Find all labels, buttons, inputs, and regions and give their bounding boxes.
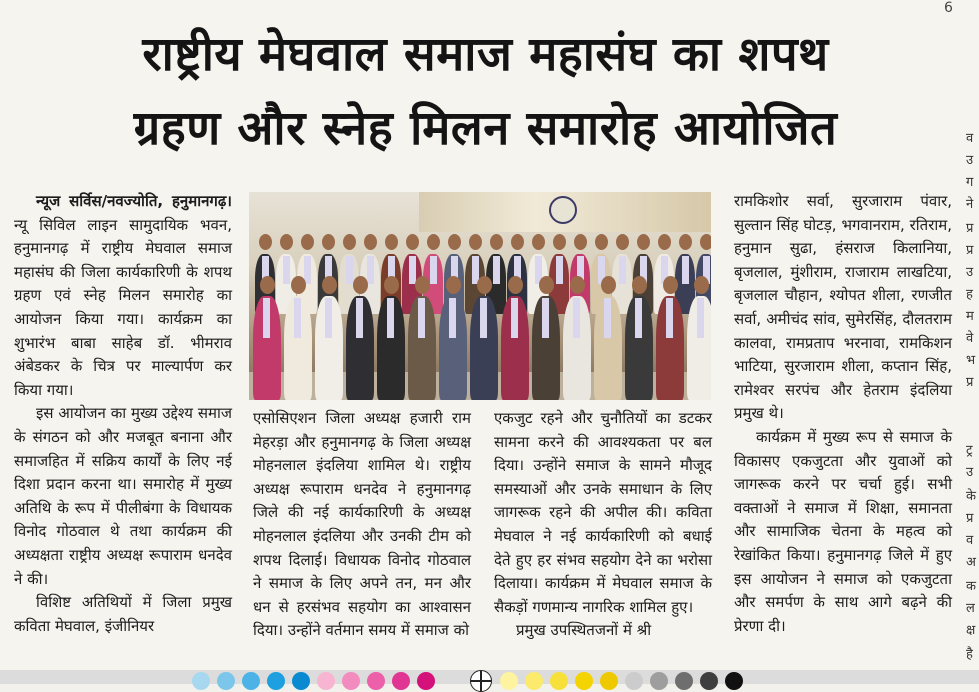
stole [283, 256, 290, 284]
person-head [353, 276, 368, 294]
color-mark [550, 672, 568, 690]
person-head [343, 234, 356, 250]
edge-text-fragment: ल [966, 601, 975, 616]
person-head [700, 234, 711, 250]
color-mark [367, 672, 385, 690]
color-mark [650, 672, 668, 690]
person-head [632, 276, 647, 294]
paragraph: प्रमुख उपस्थितजनों में श्री [516, 621, 652, 640]
person-head [477, 276, 492, 294]
person-head [322, 276, 337, 294]
person-head [532, 234, 545, 250]
person-head [539, 276, 554, 294]
stole [449, 298, 456, 338]
person-head [508, 276, 523, 294]
article-column-1 [14, 190, 232, 638]
stole [573, 298, 580, 338]
person-head [291, 276, 306, 294]
edge-text-fragment: ट्र [966, 443, 973, 458]
edge-text-fragment: क [966, 579, 976, 594]
person-head [415, 276, 430, 294]
person-head [364, 234, 377, 250]
paragraph: एसोसिएशन जिला अध्यक्ष हजारी राम मेहरड़ा और हनुमानगढ़ के जिला अध्यक्ष मोहनलाल इंदलिया शामिल थे। राष्ट्रीय अध्यक्ष रूपाराम धनदेव ने हनुमानगढ़ जिले की नई कार्यकारिणी के अध्यक्ष मोहनलाल इंदलिया और उनकी टीम को शपथ दिलाई। विधायक विनोद गोठवाल ने समाज के लिए अपने तन, मन और धन से हरसंभव सहयोग का आश्वासन दिया। उन्होंने वर्तमान समय में समाज को [253, 409, 471, 640]
edge-text-fragment: प्र [966, 243, 974, 258]
stole [697, 298, 704, 338]
color-mark [575, 672, 593, 690]
edge-text-fragment: उ [966, 265, 974, 280]
person-head [301, 234, 314, 250]
page-number-fragment: 6 [944, 0, 953, 16]
byline: न्यूज सर्विस/नवज्योति, हनुमानगढ़। [36, 192, 232, 210]
article-column-4 [734, 190, 952, 638]
headline-line-1: राष्ट्रीय मेघवाल समाज महासंघ का शपथ [142, 27, 829, 82]
person-head [616, 234, 629, 250]
stole [666, 298, 673, 338]
color-mark [525, 672, 543, 690]
paragraph: न्यू सिविल लाइन सामुदायिक भवन, हनुमानगढ़ में राष्ट्रीय मेघवाल समाज महासंघ की जिला कार्यकारिणी के शपथ ग्रहण एवं स्नेह मिलन समारोह का आयोजन किया गया। कार्यक्रम का शुभारंभ बाबा साहेब डॉ. भीमराव अंबेडकर के चित्र पर माल्यार्पण कर किया गया। [14, 215, 232, 399]
color-mark [625, 672, 643, 690]
color-mark [342, 672, 360, 690]
color-mark [242, 672, 260, 690]
color-mark [392, 672, 410, 690]
stole [542, 298, 549, 338]
person-head [446, 276, 461, 294]
person-head [448, 234, 461, 250]
stole [430, 256, 437, 284]
edge-text-fragment: प्र [966, 511, 974, 526]
edge-text-fragment: व [966, 533, 974, 548]
stole [356, 298, 363, 338]
edge-text-fragment: उ [966, 153, 974, 168]
edge-text-fragment: भ [966, 353, 976, 368]
registration-crosshair-icon [470, 670, 492, 692]
person-head [663, 276, 678, 294]
edge-text-fragment: म [966, 309, 974, 324]
color-mark [417, 672, 435, 690]
person-head [679, 234, 692, 250]
paragraph: रामकिशोर सर्वा, सुरजाराम पंवार, सुल्तान सिंह घोटड़, भगवानराम, रतिराम, हनुमान सुढा, हंसराज किलानिया, बृजलाल, मुंशीराम, राजाराम लाखटिया, बृजलाल चौहान, श्योपत शीला, रणजीत सर्वा, अमीचंद सांव, सुमेरसिंह, दौलतराम कालवा, रामप्रताप भरनावा, रामकिशन भाटिया, सुरजाराम शीला, कप्तान सिंह, रामेश्वर सरपंच और हेतराम इंदलिया प्रमुख थे। [734, 192, 952, 423]
adjacent-column-edge [958, 0, 979, 684]
person-head [637, 234, 650, 250]
person-head [601, 276, 616, 294]
emblem-icon [549, 196, 577, 224]
edge-text-fragment: व [966, 131, 974, 146]
event-group-photo [249, 192, 711, 400]
stole [682, 256, 689, 284]
stole [325, 298, 332, 338]
person-head [595, 234, 608, 250]
edge-text-fragment: ह [966, 287, 973, 302]
color-mark [192, 672, 210, 690]
stole [294, 298, 301, 338]
person-head [658, 234, 671, 250]
stole [511, 298, 518, 338]
person-head [570, 276, 585, 294]
color-mark [500, 672, 518, 690]
color-mark [292, 672, 310, 690]
edge-text-fragment: प्र [966, 375, 974, 390]
edge-text-fragment: है [966, 647, 973, 662]
person-head [385, 234, 398, 250]
edge-text-fragment: क्ष [966, 623, 976, 638]
edge-text-fragment: ग [966, 175, 974, 190]
edge-text-fragment: प्र [966, 221, 974, 236]
article-column-2 [253, 407, 471, 643]
stole [367, 256, 374, 284]
person-head [427, 234, 440, 250]
stole [480, 298, 487, 338]
stole [493, 256, 500, 284]
stole [556, 256, 563, 284]
headline-line-2: ग्रहण और स्नेह मिलन समारोह आयोजित [133, 101, 838, 156]
edge-text-fragment: अ [966, 555, 976, 570]
color-mark [700, 672, 718, 690]
person-head [469, 234, 482, 250]
color-mark [267, 672, 285, 690]
person-head [574, 234, 587, 250]
color-mark [675, 672, 693, 690]
color-mark [217, 672, 235, 690]
edge-text-fragment: के [966, 489, 976, 504]
person-head [280, 234, 293, 250]
person-head [490, 234, 503, 250]
person-head [511, 234, 524, 250]
edge-text-fragment: वे [966, 331, 974, 346]
stole [263, 298, 270, 338]
color-mark [600, 672, 618, 690]
person-head [260, 276, 275, 294]
person-head [322, 234, 335, 250]
person-head [694, 276, 709, 294]
edge-text-fragment: ने [966, 197, 974, 212]
paragraph: विशिष्ट अतिथियों में जिला प्रमुख कविता मेघवाल, इंजीनियर [14, 593, 232, 635]
stole [635, 298, 642, 338]
stole [387, 298, 394, 338]
paragraph: एकजुट रहने और चुनौतियों का डटकर सामना करने की आवश्यकता पर बल दिया। उन्होंने समाज के सामने मौजूद समस्याओं और उनके समाधान के लिए जागरूक रहने की अपील की। कविता मेघवाल ने नई कार्यकारिणी को बधाई देते हुए हर संभव सहयोग देने का भरोसा दिलाया। कार्यक्रम में मेघवाल समाज के सैकड़ों गणमान्य नागरिक शामिल हुए। [494, 409, 712, 616]
paragraph: कार्यक्रम में मुख्य रूप से समाज के विकासए एकजुटता और युवाओं को जागरूक करने पर चर्चा हुई। सभी वक्ताओं ने समाज में शिक्षा, समानता और सामाजिक चेतना के महत्व को रेखांकित किया। हनुमानगढ़ जिले में हुए इस आयोजन ने समाज को एकजुटता और समर्पण के साथ आगे बढ़ने की प्रेरणा दी। [734, 427, 952, 635]
article-column-3 [494, 407, 712, 643]
stole [418, 298, 425, 338]
paragraph: इस आयोजन का मुख्य उद्देश्य समाज के संगठन को और मजबूत बनाना और समाजहित में सक्रिय कार्यों के लिए नई दिशा प्रदान करना था। समारोह में मुख्य अतिथि के रूप में पीलीबंगा के विधायक विनोद गोठवाल थे तथा कार्यक्रम की अध्यक्षता राष्ट्रीय अध्यक्ष रूपाराम धनदेव ने की। [14, 404, 232, 588]
color-mark [725, 672, 743, 690]
person-head [384, 276, 399, 294]
color-mark [317, 672, 335, 690]
person-head [259, 234, 272, 250]
headline [8, 18, 963, 166]
person-head [406, 234, 419, 250]
stole [604, 298, 611, 338]
edge-text-fragment: उ [966, 465, 974, 480]
person-head [553, 234, 566, 250]
stole [346, 256, 353, 284]
stole [619, 256, 626, 284]
